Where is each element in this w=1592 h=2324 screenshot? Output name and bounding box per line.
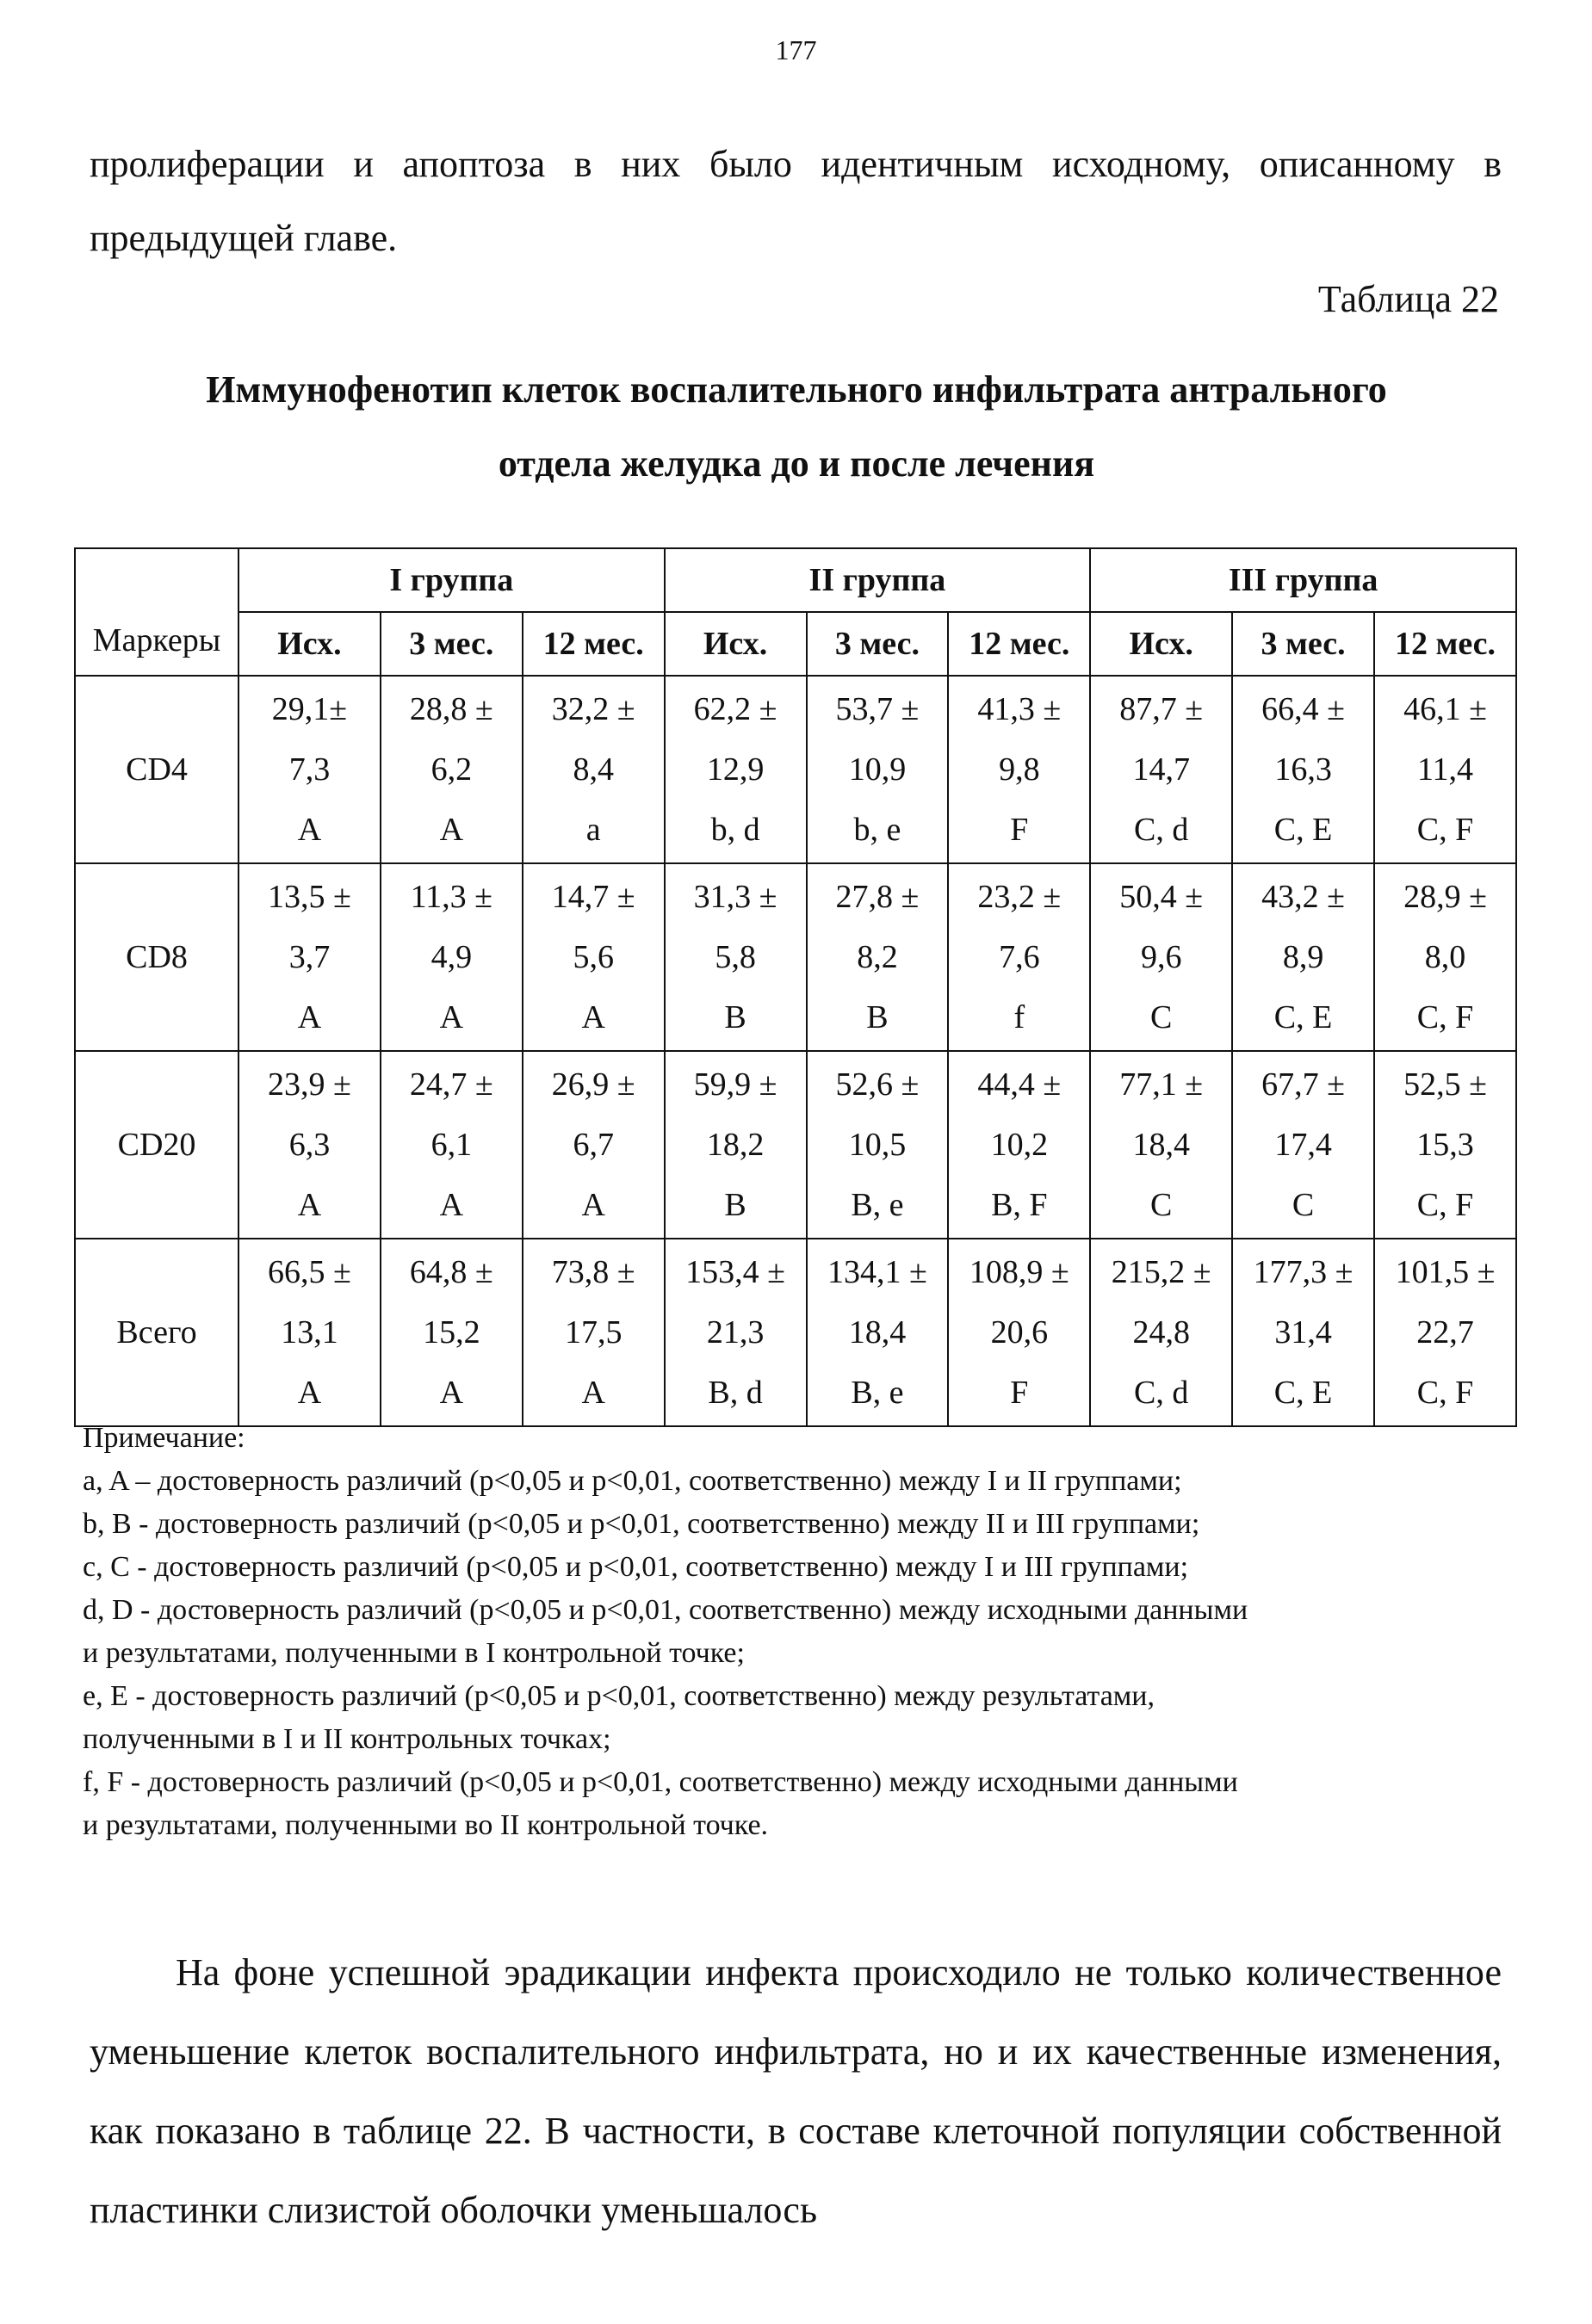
- note-line: e, E - достоверность различий (p<0,05 и p<0,01, соответственно) между результатами,: [83, 1680, 1155, 1712]
- mean-text: 27,8 ±: [835, 879, 920, 915]
- mean-text: 153,4 ±: [685, 1254, 785, 1290]
- value-cell: [665, 676, 807, 863]
- mean-text: 215,2 ±: [1111, 1254, 1211, 1290]
- error-text: 5,8: [715, 939, 756, 975]
- error-text: 8,4: [573, 751, 614, 788]
- mean-text: 50,4 ±: [1119, 879, 1204, 915]
- value-cell: [807, 676, 949, 863]
- value-cell: [807, 1239, 949, 1426]
- table-notes: [83, 1417, 1512, 1847]
- significance-text: F: [1010, 1375, 1029, 1411]
- value-cell: [381, 863, 523, 1051]
- mean-text: 108,9 ±: [969, 1254, 1069, 1290]
- value-cell: [1090, 863, 1232, 1051]
- subheader-cell: 12 мес.: [523, 612, 665, 676]
- value-cell: [948, 676, 1090, 863]
- caption-line-2: отдела желудка до и после лечения: [498, 442, 1095, 485]
- subheader-cell: Исх.: [1090, 612, 1232, 676]
- value-cell: [238, 676, 381, 863]
- markers-header: Маркеры: [75, 548, 238, 676]
- error-text: 8,0: [1424, 939, 1466, 975]
- table-row: [75, 1051, 1516, 1239]
- note-line: и результатами, полученными в I контрольной точке;: [83, 1637, 745, 1669]
- significance-text: C, F: [1416, 1187, 1474, 1223]
- mean-text: 28,9 ±: [1403, 879, 1487, 915]
- error-text: 6,1: [431, 1127, 473, 1163]
- error-text: 11,4: [1416, 751, 1474, 788]
- significance-text: A: [439, 1187, 464, 1223]
- table-row: [75, 676, 1516, 863]
- note-line: b, B - достоверность различий (p<0,05 и p<0,01, соответственно) между II и III группами;: [83, 1508, 1200, 1540]
- value-cell: [523, 1051, 665, 1239]
- significance-text: B: [866, 999, 889, 1035]
- note-line: d, D - достоверность различий (p<0,05 и p<0,01, соответственно) между исходными данными: [83, 1594, 1248, 1626]
- mean-text: 66,5 ±: [268, 1254, 351, 1290]
- note-line: a, A – достоверность различий (p<0,05 и p<0,01, соответственно) между I и II группами;: [83, 1465, 1182, 1497]
- table-body: [75, 676, 1516, 1426]
- value-cell: [1090, 1051, 1232, 1239]
- value-cell: [1374, 1239, 1516, 1426]
- mean-text: 53,7 ±: [835, 691, 920, 727]
- significance-text: C, F: [1416, 1375, 1474, 1411]
- mean-text: 24,7 ±: [409, 1066, 493, 1103]
- marker-cell: Всего: [75, 1239, 238, 1426]
- error-text: 24,8: [1132, 1314, 1190, 1351]
- value-cell: [238, 1239, 381, 1426]
- error-text: 22,7: [1416, 1314, 1474, 1351]
- significance-text: C, d: [1134, 1375, 1189, 1411]
- significance-text: C, d: [1134, 812, 1189, 848]
- significance-text: B: [724, 1187, 746, 1223]
- value-cell: [1090, 1239, 1232, 1426]
- significance-text: B, e: [851, 1375, 904, 1411]
- error-text: 8,2: [857, 939, 898, 975]
- error-text: 9,8: [999, 751, 1040, 788]
- value-cell: [381, 1239, 523, 1426]
- value-cell: [523, 1239, 665, 1426]
- mean-text: 52,5 ±: [1403, 1066, 1487, 1103]
- mean-text: 101,5 ±: [1395, 1254, 1496, 1290]
- significance-text: C, E: [1273, 999, 1333, 1035]
- marker-cell: CD20: [75, 1051, 238, 1239]
- note-line: f, F - достоверность различий (p<0,05 и p<0,01, соответственно) между исходными данными: [83, 1766, 1238, 1798]
- error-text: 6,2: [431, 751, 473, 788]
- subheader-cell: 12 мес.: [948, 612, 1090, 676]
- group-header-2: II группа: [665, 548, 1091, 612]
- outro-text: На фоне успешной эрадикации инфекта происходило не только количественное уменьшение клеток воспалительного инфильтрата, но и их качественные изменения, как показано в таблице 22. В частности, в составе клеточной популяции собственной пластинки слизистой оболочки уменьшалось: [90, 1951, 1502, 2231]
- significance-text: C: [1292, 1187, 1315, 1223]
- note-line: c, C - достоверность различий (p<0,05 и p<0,01, соответственно) между I и III группами;: [83, 1551, 1189, 1583]
- outro-paragraph: [90, 1933, 1502, 2250]
- value-cell: [807, 1051, 949, 1239]
- value-cell: [381, 1051, 523, 1239]
- significance-text: A: [581, 1375, 605, 1411]
- significance-text: C, F: [1416, 812, 1474, 848]
- significance-text: A: [439, 1375, 464, 1411]
- subheader-row: [75, 612, 1516, 676]
- subheader-cell: Исх.: [665, 612, 807, 676]
- value-cell: [1374, 676, 1516, 863]
- error-text: 15,2: [423, 1314, 480, 1351]
- value-cell: [948, 1051, 1090, 1239]
- significance-text: A: [439, 812, 464, 848]
- value-cell: [665, 1051, 807, 1239]
- mean-text: 28,8 ±: [409, 691, 493, 727]
- subheader-cell: 3 мес.: [807, 612, 949, 676]
- error-text: 8,9: [1282, 939, 1324, 975]
- significance-text: B: [724, 999, 746, 1035]
- error-text: 7,3: [288, 751, 331, 788]
- significance-text: b, d: [710, 812, 760, 848]
- error-text: 21,3: [706, 1314, 765, 1351]
- mean-text: 43,2 ±: [1261, 879, 1345, 915]
- mean-text: 134,1 ±: [827, 1254, 927, 1290]
- error-text: 15,3: [1416, 1127, 1474, 1163]
- significance-text: F: [1010, 812, 1029, 848]
- value-cell: [1232, 863, 1374, 1051]
- significance-text: A: [297, 1375, 322, 1411]
- mean-text: 177,3 ±: [1253, 1254, 1354, 1290]
- value-cell: [238, 1051, 381, 1239]
- value-cell: [1374, 1051, 1516, 1239]
- error-text: 17,4: [1274, 1127, 1332, 1163]
- value-cell: [238, 863, 381, 1051]
- mean-text: 59,9 ±: [693, 1066, 777, 1103]
- mean-text: 62,2 ±: [693, 691, 777, 727]
- error-text: 18,4: [1132, 1127, 1190, 1163]
- mean-text: 52,6 ±: [835, 1066, 920, 1103]
- subheader-cell: 3 мес.: [1232, 612, 1374, 676]
- value-cell: [807, 863, 949, 1051]
- marker-cell: CD8: [75, 863, 238, 1051]
- mean-text: 64,8 ±: [409, 1254, 493, 1290]
- mean-text: 87,7 ±: [1119, 691, 1204, 727]
- intro-paragraph: пролиферации и апоптоза в них было идентичным исходному, описанному в предыдущей главе.: [90, 143, 1502, 259]
- mean-text: 32,2 ±: [551, 691, 635, 727]
- mean-text: 23,9 ±: [268, 1066, 351, 1103]
- significance-text: A: [297, 999, 322, 1035]
- table-label: Таблица 22: [1317, 278, 1499, 320]
- error-text: 18,4: [848, 1314, 907, 1351]
- significance-text: C, E: [1273, 1375, 1333, 1411]
- subheader-cell: 3 мес.: [381, 612, 523, 676]
- error-text: 18,2: [706, 1127, 765, 1163]
- mean-text: 41,3 ±: [977, 691, 1062, 727]
- value-cell: [948, 1239, 1090, 1426]
- value-cell: [1090, 676, 1232, 863]
- significance-text: a: [585, 812, 601, 848]
- error-text: 31,4: [1274, 1314, 1332, 1351]
- mean-text: 11,3 ±: [410, 879, 493, 915]
- mean-text: 73,8 ±: [551, 1254, 635, 1290]
- table-row: [75, 863, 1516, 1051]
- value-cell: [523, 676, 665, 863]
- error-text: 6,7: [573, 1127, 614, 1163]
- significance-text: A: [581, 1187, 605, 1223]
- mean-text: 29,1±: [271, 691, 348, 727]
- value-cell: [1232, 1239, 1374, 1426]
- error-text: 10,2: [990, 1127, 1049, 1163]
- mean-text: 77,1 ±: [1119, 1066, 1204, 1103]
- error-text: 6,3: [288, 1127, 331, 1163]
- mean-text: 46,1 ±: [1403, 691, 1487, 727]
- significance-text: A: [439, 999, 464, 1035]
- significance-text: C: [1150, 1187, 1173, 1223]
- significance-text: B, e: [851, 1187, 904, 1223]
- note-line: и результатами, полученными во II контрольной точке.: [83, 1809, 769, 1841]
- mean-text: 31,3 ±: [693, 879, 777, 915]
- mean-text: 14,7 ±: [551, 879, 635, 915]
- error-text: 16,3: [1274, 751, 1332, 788]
- error-text: 12,9: [706, 751, 765, 788]
- immunophenotype-table: [74, 547, 1517, 1427]
- significance-text: C, E: [1273, 812, 1333, 848]
- subheader-cell: 12 мес.: [1374, 612, 1516, 676]
- value-cell: [665, 863, 807, 1051]
- significance-text: B, d: [708, 1375, 763, 1411]
- value-cell: [1374, 863, 1516, 1051]
- significance-text: A: [297, 812, 322, 848]
- error-text: 13,1: [281, 1314, 338, 1351]
- error-text: 14,7: [1132, 751, 1190, 788]
- mean-text: 23,2 ±: [977, 879, 1062, 915]
- mean-text: 13,5 ±: [268, 879, 351, 915]
- error-text: 20,6: [990, 1314, 1049, 1351]
- significance-text: A: [581, 999, 605, 1035]
- mean-text: 67,7 ±: [1261, 1066, 1345, 1103]
- mean-text: 44,4 ±: [977, 1066, 1062, 1103]
- significance-text: B, F: [991, 1187, 1048, 1223]
- significance-text: b, e: [853, 812, 901, 848]
- significance-text: f: [1013, 999, 1025, 1035]
- group-header-3: III группа: [1090, 548, 1516, 612]
- error-text: 4,9: [431, 939, 473, 975]
- value-cell: [523, 863, 665, 1051]
- value-cell: [381, 676, 523, 863]
- error-text: 10,9: [848, 751, 907, 788]
- group-header-1: I группа: [238, 548, 665, 612]
- page-number: 177: [775, 34, 817, 65]
- subheader-cell: Исх.: [238, 612, 381, 676]
- marker-cell: CD4: [75, 676, 238, 863]
- significance-text: C: [1150, 999, 1173, 1035]
- error-text: 7,6: [999, 939, 1040, 975]
- error-text: 3,7: [288, 939, 331, 975]
- value-cell: [1232, 676, 1374, 863]
- error-text: 9,6: [1140, 939, 1182, 975]
- caption-line-1: Иммунофенотип клеток воспалительного инфильтрата антрального: [206, 368, 1387, 411]
- significance-text: A: [297, 1187, 322, 1223]
- error-text: 5,6: [573, 939, 614, 975]
- table-caption: [86, 353, 1507, 501]
- significance-text: C, F: [1416, 999, 1474, 1035]
- mean-text: 26,9 ±: [551, 1066, 635, 1103]
- value-cell: [1232, 1051, 1374, 1239]
- mean-text: 66,4 ±: [1261, 691, 1345, 727]
- table-row: [75, 1239, 1516, 1426]
- error-text: 17,5: [564, 1314, 623, 1351]
- note-line: полученными в I и II контрольных точках;: [83, 1723, 611, 1755]
- error-text: 10,5: [848, 1127, 907, 1163]
- value-cell: [948, 863, 1090, 1051]
- notes-heading: Примечание:: [83, 1422, 245, 1454]
- value-cell: [665, 1239, 807, 1426]
